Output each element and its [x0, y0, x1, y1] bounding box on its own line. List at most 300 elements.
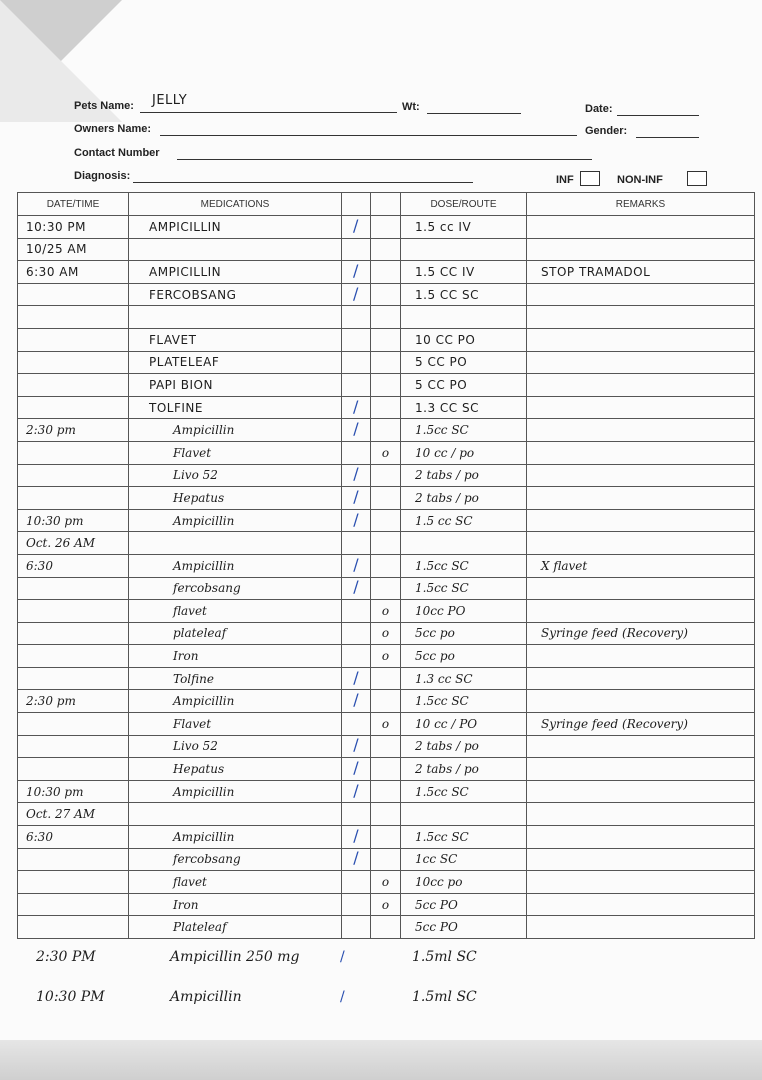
- row-given-check-cell: [342, 487, 371, 510]
- row-dose-route-cell: [401, 464, 527, 487]
- row-remark-cell: [527, 441, 755, 464]
- row-oral-mark-cell: [371, 351, 401, 374]
- row-medication-cell: [129, 487, 342, 510]
- row-dose-route: 1.5 cc IV: [415, 219, 472, 234]
- row-medication: AMPICILLIN: [149, 264, 222, 279]
- row-medication: PAPI BION: [149, 377, 213, 392]
- row-remark-cell: [527, 577, 755, 600]
- header-date-time: DATE/TIME: [18, 193, 129, 216]
- row-date-cell: [18, 441, 129, 464]
- row-medication: Flavet: [173, 716, 212, 731]
- row-dose-route: 5 CC PO: [415, 355, 468, 370]
- row-date-cell: [18, 351, 129, 374]
- row-medication: FLAVET: [149, 332, 197, 347]
- row-given-check-cell: [342, 577, 371, 600]
- row-date: 6:30 AM: [26, 264, 79, 279]
- row-dose-route: 5cc po: [415, 626, 455, 641]
- row-dose-route: 1.5cc SC: [415, 694, 469, 709]
- row-oral-mark-cell: [371, 509, 401, 532]
- row-medication-cell: [129, 735, 342, 758]
- row-given-check-cell: [342, 758, 371, 781]
- row-oral-mark-cell: [371, 441, 401, 464]
- row-remark-cell: [527, 735, 755, 758]
- row-given-check-cell: [342, 554, 371, 577]
- row-given-check-cell: [342, 803, 371, 826]
- table-row: [18, 713, 755, 736]
- non-inf-checkbox[interactable]: [687, 171, 707, 186]
- row-given-check: /: [353, 396, 359, 416]
- extra-date: 10:30 PM: [36, 989, 105, 1005]
- table-row: [18, 487, 755, 510]
- table-row: [18, 577, 755, 600]
- row-given-check-cell: [342, 509, 371, 532]
- row-dose-route-cell: [401, 735, 527, 758]
- row-given-check: /: [353, 667, 359, 687]
- weight-label: Wt:: [402, 101, 420, 113]
- row-dose-route: 1.5 cc SC: [415, 513, 473, 528]
- row-date-cell: [18, 758, 129, 781]
- row-medication-cell: [129, 283, 342, 306]
- row-date: Oct. 26 AM: [26, 536, 96, 551]
- row-oral-mark-cell: [371, 735, 401, 758]
- row-remark-cell: [527, 826, 755, 849]
- table-row: [18, 509, 755, 532]
- row-remark-cell: [527, 487, 755, 510]
- row-given-check-cell: [342, 667, 371, 690]
- row-given-check: /: [353, 215, 359, 235]
- row-dose-route-cell: [401, 916, 527, 939]
- row-date-cell: [18, 871, 129, 894]
- row-oral-mark-cell: [371, 396, 401, 419]
- row-oral-mark-cell: [371, 645, 401, 668]
- row-remark-cell: [527, 622, 755, 645]
- table-row: [18, 261, 755, 284]
- row-dose-route-cell: [401, 645, 527, 668]
- row-given-check: /: [353, 848, 359, 868]
- row-oral-mark-cell: [371, 328, 401, 351]
- gender-label: Gender:: [585, 125, 628, 137]
- row-date-cell: [18, 283, 129, 306]
- row-remark-cell: [527, 328, 755, 351]
- extra-given-check: /: [340, 949, 345, 965]
- table-row: [18, 848, 755, 871]
- header-check-2: [371, 193, 401, 216]
- extra-medication: Ampicillin: [170, 989, 242, 1005]
- table-row: [18, 916, 755, 939]
- row-dose-route-cell: [401, 713, 527, 736]
- row-oral-mark-cell: [371, 758, 401, 781]
- row-date-cell: [18, 735, 129, 758]
- row-date-cell: [18, 328, 129, 351]
- row-dose-route: 5cc PO: [415, 897, 458, 912]
- extra-date: 2:30 PM: [36, 949, 96, 965]
- row-oral-mark-cell: [371, 554, 401, 577]
- row-remark-cell: [527, 464, 755, 487]
- row-given-check: /: [353, 464, 359, 484]
- row-given-check-cell: [342, 713, 371, 736]
- row-medication: Livo 52: [173, 739, 218, 754]
- row-given-check-cell: [342, 871, 371, 894]
- row-medication: PLATELEAF: [149, 355, 220, 370]
- row-remark-cell: [527, 780, 755, 803]
- row-remark-cell: [527, 713, 755, 736]
- row-oral-mark-cell: [371, 419, 401, 442]
- row-remark: X flavet: [541, 558, 588, 573]
- row-dose-route-cell: [401, 216, 527, 239]
- row-medication: flavet: [173, 875, 207, 890]
- row-dose-route: 2 tabs / po: [415, 490, 479, 505]
- row-dose-route-cell: [401, 374, 527, 397]
- row-oral-mark-cell: [371, 577, 401, 600]
- row-remark-cell: [527, 645, 755, 668]
- row-oral-mark-cell: [371, 690, 401, 713]
- row-given-check: /: [353, 509, 359, 529]
- row-date-cell: [18, 893, 129, 916]
- row-dose-route-cell: [401, 803, 527, 826]
- row-date-cell: [18, 780, 129, 803]
- row-dose-route-cell: [401, 441, 527, 464]
- row-dose-route-cell: [401, 826, 527, 849]
- row-oral-mark: o: [381, 897, 390, 912]
- row-oral-mark-cell: [371, 487, 401, 510]
- table-row: [18, 238, 755, 261]
- medication-table: [17, 192, 755, 939]
- row-oral-mark-cell: [371, 238, 401, 261]
- extra-dose-route: 1.5ml SC: [412, 989, 477, 1005]
- header-check-1: [342, 193, 371, 216]
- row-dose-route-cell: [401, 261, 527, 284]
- row-dose-route-cell: [401, 328, 527, 351]
- row-medication: Ampicillin: [173, 513, 235, 528]
- row-oral-mark-cell: [371, 893, 401, 916]
- extra-given-check: /: [340, 989, 345, 1005]
- row-dose-route-cell: [401, 690, 527, 713]
- row-date-cell: [18, 645, 129, 668]
- row-date-cell: [18, 238, 129, 261]
- row-dose-route-cell: [401, 600, 527, 623]
- row-dose-route-cell: [401, 487, 527, 510]
- row-date: 2:30 pm: [26, 423, 76, 438]
- table-row: [18, 532, 755, 555]
- row-dose-route-cell: [401, 351, 527, 374]
- row-medication-cell: [129, 826, 342, 849]
- row-medication: plateleaf: [173, 626, 227, 641]
- row-medication: Ampicillin: [173, 423, 235, 438]
- row-dose-route-cell: [401, 667, 527, 690]
- row-date: 10:30 PM: [26, 219, 86, 234]
- row-oral-mark: o: [381, 626, 390, 641]
- row-medication: AMPICILLIN: [149, 219, 222, 234]
- table-row: [18, 351, 755, 374]
- row-medication: Ampicillin: [173, 784, 235, 799]
- row-medication: Iron: [173, 649, 199, 664]
- row-date-cell: [18, 803, 129, 826]
- row-given-check-cell: [342, 848, 371, 871]
- header-dose-route: DOSE/ROUTE: [401, 193, 527, 216]
- row-given-check-cell: [342, 916, 371, 939]
- row-remark-cell: [527, 216, 755, 239]
- row-date-cell: [18, 419, 129, 442]
- row-oral-mark: o: [381, 603, 390, 618]
- row-medication-cell: [129, 351, 342, 374]
- row-dose-route: 1cc SC: [415, 852, 458, 867]
- row-dose-route-cell: [401, 554, 527, 577]
- row-medication-cell: [129, 871, 342, 894]
- row-oral-mark-cell: [371, 713, 401, 736]
- row-oral-mark-cell: [371, 216, 401, 239]
- row-medication-cell: [129, 893, 342, 916]
- row-date-cell: [18, 261, 129, 284]
- table-row: [18, 216, 755, 239]
- row-medication-cell: [129, 780, 342, 803]
- table-row: [18, 645, 755, 668]
- date-label: Date:: [585, 103, 613, 115]
- diagnosis-label: Diagnosis:: [74, 170, 131, 182]
- row-medication: flavet: [173, 603, 207, 618]
- date-line: [617, 115, 699, 116]
- row-remark-cell: [527, 803, 755, 826]
- row-date-cell: [18, 396, 129, 419]
- row-given-check: /: [353, 758, 359, 778]
- row-remark-cell: [527, 667, 755, 690]
- row-dose-route-cell: [401, 283, 527, 306]
- weight-line: [427, 113, 521, 114]
- row-given-check-cell: [342, 396, 371, 419]
- row-medication: Ampicillin: [173, 558, 235, 573]
- table-row: [18, 396, 755, 419]
- row-given-check: /: [353, 690, 359, 710]
- row-date-cell: [18, 577, 129, 600]
- row-medication-cell: [129, 803, 342, 826]
- row-medication-cell: [129, 261, 342, 284]
- row-date-cell: [18, 848, 129, 871]
- row-medication-cell: [129, 306, 342, 329]
- row-dose-route: 2 tabs / po: [415, 762, 479, 777]
- table-row: [18, 735, 755, 758]
- row-remark-cell: [527, 893, 755, 916]
- row-date: 2:30 pm: [26, 694, 76, 709]
- row-dose-route-cell: [401, 577, 527, 600]
- row-medication: Flavet: [173, 445, 212, 460]
- row-dose-route-cell: [401, 532, 527, 555]
- row-given-check-cell: [342, 464, 371, 487]
- row-medication: Hepatus: [173, 762, 225, 777]
- contact-number-label: Contact Number: [74, 147, 160, 159]
- row-remark-cell: [527, 848, 755, 871]
- row-medication-cell: [129, 667, 342, 690]
- row-remark-cell: [527, 238, 755, 261]
- row-date-cell: [18, 216, 129, 239]
- row-oral-mark-cell: [371, 622, 401, 645]
- row-given-check-cell: [342, 622, 371, 645]
- row-remark-cell: [527, 554, 755, 577]
- row-oral-mark: o: [381, 875, 390, 890]
- table-header-row: [18, 193, 755, 216]
- row-remark-cell: [527, 916, 755, 939]
- row-remark-cell: [527, 532, 755, 555]
- row-remark: Syringe feed (Recovery): [541, 716, 688, 731]
- row-remark-cell: [527, 600, 755, 623]
- row-remark: Syringe feed (Recovery): [541, 626, 688, 641]
- row-medication-cell: [129, 713, 342, 736]
- row-given-check-cell: [342, 374, 371, 397]
- row-dose-route-cell: [401, 758, 527, 781]
- table-row: [18, 374, 755, 397]
- medication-table-wrap: [17, 192, 755, 939]
- row-medication-cell: [129, 916, 342, 939]
- row-oral-mark-cell: [371, 780, 401, 803]
- row-given-check: /: [353, 780, 359, 800]
- owners-name-line: [160, 135, 577, 136]
- row-oral-mark-cell: [371, 464, 401, 487]
- row-dose-route: 10 cc / PO: [415, 716, 478, 731]
- pets-name-value: JELLY: [152, 93, 188, 108]
- row-date-cell: [18, 622, 129, 645]
- row-dose-route: 1.5 CC IV: [415, 264, 475, 279]
- row-dose-route: 10cc PO: [415, 603, 466, 618]
- row-given-check-cell: [342, 328, 371, 351]
- row-given-check-cell: [342, 306, 371, 329]
- row-oral-mark: o: [381, 445, 390, 460]
- row-remark-cell: [527, 690, 755, 713]
- table-row: [18, 826, 755, 849]
- row-date: 10:30 pm: [26, 513, 84, 528]
- header-remarks: REMARKS: [527, 193, 755, 216]
- row-medication-cell: [129, 577, 342, 600]
- extra-medication: Ampicillin 250 mg: [170, 949, 300, 965]
- row-medication: Tolfine: [173, 671, 214, 686]
- table-row: [18, 780, 755, 803]
- row-given-check-cell: [342, 261, 371, 284]
- table-row: [18, 419, 755, 442]
- row-dose-route: 1.5cc SC: [415, 829, 469, 844]
- row-medication-cell: [129, 600, 342, 623]
- row-given-check-cell: [342, 826, 371, 849]
- row-oral-mark-cell: [371, 871, 401, 894]
- row-given-check-cell: [342, 419, 371, 442]
- row-dose-route: 5 CC PO: [415, 377, 468, 392]
- row-oral-mark-cell: [371, 261, 401, 284]
- row-medication-cell: [129, 441, 342, 464]
- row-oral-mark-cell: [371, 667, 401, 690]
- row-medication: Iron: [173, 897, 199, 912]
- row-dose-route-cell: [401, 848, 527, 871]
- row-dose-route-cell: [401, 396, 527, 419]
- row-remark-cell: [527, 396, 755, 419]
- table-row: [18, 328, 755, 351]
- row-medication-cell: [129, 690, 342, 713]
- table-row: [18, 283, 755, 306]
- row-dose-route-cell: [401, 509, 527, 532]
- row-medication-cell: [129, 645, 342, 668]
- row-date-cell: [18, 509, 129, 532]
- row-dose-route-cell: [401, 419, 527, 442]
- row-medication-cell: [129, 532, 342, 555]
- row-medication-cell: [129, 464, 342, 487]
- row-date-cell: [18, 374, 129, 397]
- row-remark-cell: [527, 419, 755, 442]
- row-given-check: /: [353, 577, 359, 597]
- row-date-cell: [18, 826, 129, 849]
- row-oral-mark-cell: [371, 283, 401, 306]
- row-dose-route: 2 tabs / po: [415, 739, 479, 754]
- row-dose-route: 1.5cc SC: [415, 581, 469, 596]
- row-oral-mark-cell: [371, 803, 401, 826]
- row-date: Oct. 27 AM: [26, 807, 96, 822]
- row-given-check-cell: [342, 283, 371, 306]
- row-given-check-cell: [342, 351, 371, 374]
- row-dose-route: 10 cc / po: [415, 445, 475, 460]
- row-medication-cell: [129, 396, 342, 419]
- row-date-cell: [18, 532, 129, 555]
- table-row: [18, 893, 755, 916]
- row-medication-cell: [129, 374, 342, 397]
- row-dose-route: 5cc PO: [415, 920, 458, 935]
- row-medication: Ampicillin: [173, 694, 235, 709]
- row-oral-mark-cell: [371, 916, 401, 939]
- row-oral-mark-cell: [371, 600, 401, 623]
- row-date-cell: [18, 487, 129, 510]
- row-medication-cell: [129, 419, 342, 442]
- table-row: [18, 441, 755, 464]
- row-dose-route-cell: [401, 780, 527, 803]
- row-remark-cell: [527, 283, 755, 306]
- row-medication: Ampicillin: [173, 829, 235, 844]
- row-medication: FERCOBSANG: [149, 287, 237, 302]
- table-row: [18, 306, 755, 329]
- row-medication: fercobsang: [173, 581, 241, 596]
- row-dose-route: 10cc po: [415, 875, 463, 890]
- row-oral-mark: o: [381, 649, 390, 664]
- row-given-check-cell: [342, 645, 371, 668]
- row-date: 10/25 AM: [26, 242, 87, 257]
- row-given-check-cell: [342, 690, 371, 713]
- row-dose-route-cell: [401, 893, 527, 916]
- row-oral-mark-cell: [371, 306, 401, 329]
- row-given-check-cell: [342, 216, 371, 239]
- row-remark-cell: [527, 261, 755, 284]
- row-medication-cell: [129, 554, 342, 577]
- row-date-cell: [18, 306, 129, 329]
- inf-checkbox[interactable]: [580, 171, 600, 186]
- row-date-cell: [18, 690, 129, 713]
- row-oral-mark-cell: [371, 848, 401, 871]
- row-medication-cell: [129, 509, 342, 532]
- table-row: [18, 554, 755, 577]
- row-given-check-cell: [342, 893, 371, 916]
- row-date-cell: [18, 464, 129, 487]
- row-dose-route: 2 tabs / po: [415, 468, 479, 483]
- row-dose-route-cell: [401, 238, 527, 261]
- row-oral-mark-cell: [371, 374, 401, 397]
- row-oral-mark-cell: [371, 826, 401, 849]
- table-row: [18, 871, 755, 894]
- row-given-check: /: [353, 486, 359, 506]
- row-given-check: /: [353, 260, 359, 280]
- row-dose-route: 1.5 CC SC: [415, 287, 479, 302]
- row-given-check: /: [353, 283, 359, 303]
- row-dose-route: 1.5cc SC: [415, 784, 469, 799]
- row-given-check-cell: [342, 735, 371, 758]
- pets-name-line: [140, 112, 397, 113]
- row-given-check-cell: [342, 441, 371, 464]
- row-given-check-cell: [342, 780, 371, 803]
- row-dose-route-cell: [401, 871, 527, 894]
- contact-number-line: [177, 159, 592, 160]
- row-medication-cell: [129, 758, 342, 781]
- row-given-check-cell: [342, 238, 371, 261]
- row-date-cell: [18, 600, 129, 623]
